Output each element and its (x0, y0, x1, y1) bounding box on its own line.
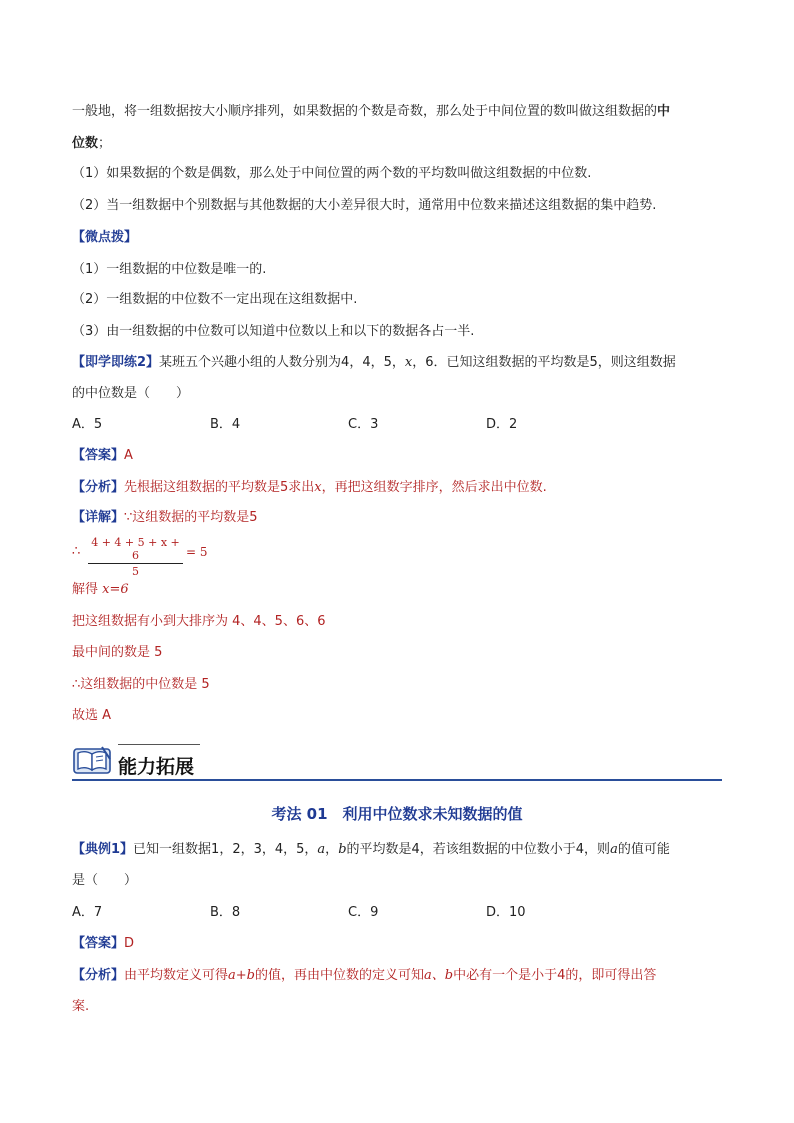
practice-detail (72, 508, 258, 528)
practice-answer-tag: 【答案】 (72, 448, 125, 463)
example-option-c: C．9 (348, 905, 379, 920)
practice-answer (72, 446, 133, 466)
example-analysis-line-1 (72, 966, 656, 986)
practice-analysis-tag: 【分析】 (72, 480, 125, 495)
example-tag: 【典例1】 (72, 842, 134, 857)
example-analysis-tag: 【分析】 (72, 968, 125, 983)
intro-bold-term: 中 (657, 104, 671, 119)
example-answer-value: D (124, 936, 135, 951)
fraction-numerator: 4 + 4 + 5 + x + 6 (88, 536, 183, 564)
example-var-a2: a (610, 842, 618, 857)
example-option-d: D．10 (486, 905, 526, 920)
intro-line-2 (72, 134, 111, 154)
practice-analysis-a: 先根据这组数据的平均数是5求出 (124, 480, 315, 495)
section-title-overline (118, 744, 200, 745)
example-analysis-c: 中必有一个是小于4的，即可得出答 (453, 968, 657, 983)
method-heading: 考法 01 利用中位数求未知数据的值 (271, 805, 523, 823)
intro-semicolon: ； (98, 136, 112, 151)
intro-bold-term-end: 位数 (72, 136, 99, 151)
example-question-line-1 (72, 840, 670, 860)
practice-answer-value: A (124, 448, 133, 463)
tip-item-3: （3）由一组数据的中位数可以知道中位数以上和以下的数据各占一半. (72, 324, 475, 339)
practice-tag: 【即学即练2】 (72, 355, 160, 370)
example-answer-tag: 【答案】 (72, 936, 125, 951)
middle-line: 最中间的数是 5 (72, 645, 163, 660)
practice-option-c: C．3 (348, 417, 379, 432)
example-analysis-expr: a+b (228, 968, 255, 983)
section-title: 能力拓展 (118, 756, 195, 778)
fraction-equals: = 5 (186, 545, 208, 559)
example-analysis-b: 的值，再由中位数的定义可知 (255, 968, 425, 983)
tip-item-1: （1）一组数据的中位数是唯一的. (72, 262, 267, 277)
practice-option-d: D．2 (486, 417, 518, 432)
solve-line (72, 580, 129, 600)
open-book-icon (72, 745, 114, 777)
therefore-symbol: ∴ (72, 544, 81, 559)
intro-point-2: （2）当一组数据中个别数据与其他数据的大小差异很大时，通常用中位数来描述这组数据的集中趋势. (72, 198, 657, 213)
example-sep: ， (325, 842, 339, 857)
practice-q1: 某班五个兴趣小组的人数分别为4，4，5， (159, 355, 405, 370)
example-analysis-a: 由平均数定义可得 (124, 968, 229, 983)
example-analysis-vars: a、b (424, 968, 454, 983)
choose-line: 故选 A (72, 708, 112, 723)
intro-line-1 (72, 102, 670, 122)
fraction-denominator: 5 (132, 565, 139, 578)
solve-label: 解得 (72, 582, 103, 597)
tip-item-2: （2）一组数据的中位数不一定出现在这组数据中. (72, 292, 358, 307)
example-var-b: b (338, 842, 347, 857)
practice-analysis (72, 478, 547, 498)
practice-question-line-1 (72, 353, 676, 373)
practice-question-line-2: 的中位数是（ ） (72, 386, 190, 401)
example-option-a: A．7 (72, 905, 103, 920)
solve-value: x=6 (102, 582, 129, 597)
practice-analysis-b: ，再把这组数字排序，然后求出中位数. (321, 480, 547, 495)
example-q1: 已知一组数据1，2，3，4，5， (133, 842, 318, 857)
practice-option-a: A．5 (72, 417, 103, 432)
example-q2: 的平均数是4，若该组数据的中位数小于4，则 (346, 842, 611, 857)
practice-detail-1: ∵这组数据的平均数是5 (124, 510, 258, 525)
median-line: ∴这组数据的中位数是 5 (72, 677, 210, 692)
intro-text: 一般地，将一组数据按大小顺序排列，如果数据的个数是奇数，那么处于中间位置的数叫做这组数据的 (72, 104, 658, 119)
example-q3: 的值可能 (617, 842, 670, 857)
sort-line: 把这组数据有小到大排序为 4、4、5、6、6 (72, 614, 326, 629)
mean-fraction (88, 536, 183, 578)
practice-detail-tag: 【详解】 (72, 510, 125, 525)
example-question-line-2: 是（ ） (72, 873, 138, 888)
practice-q2: ，6．已知这组数据的平均数是5，则这组数据 (412, 355, 676, 370)
example-option-b: B．8 (210, 905, 241, 920)
practice-var: x (404, 355, 413, 370)
practice-analysis-var: x (314, 480, 322, 495)
intro-point-1: （1）如果数据的个数是偶数，那么处于中间位置的两个数的平均数叫做这组数据的中位数. (72, 166, 592, 181)
section-rule (72, 779, 722, 781)
practice-option-b: B．4 (210, 417, 241, 432)
example-answer (72, 934, 134, 954)
example-var-a: a (317, 842, 326, 857)
example-analysis-line-2: 案. (72, 999, 90, 1014)
tip-title: 【微点拨】 (72, 230, 138, 245)
